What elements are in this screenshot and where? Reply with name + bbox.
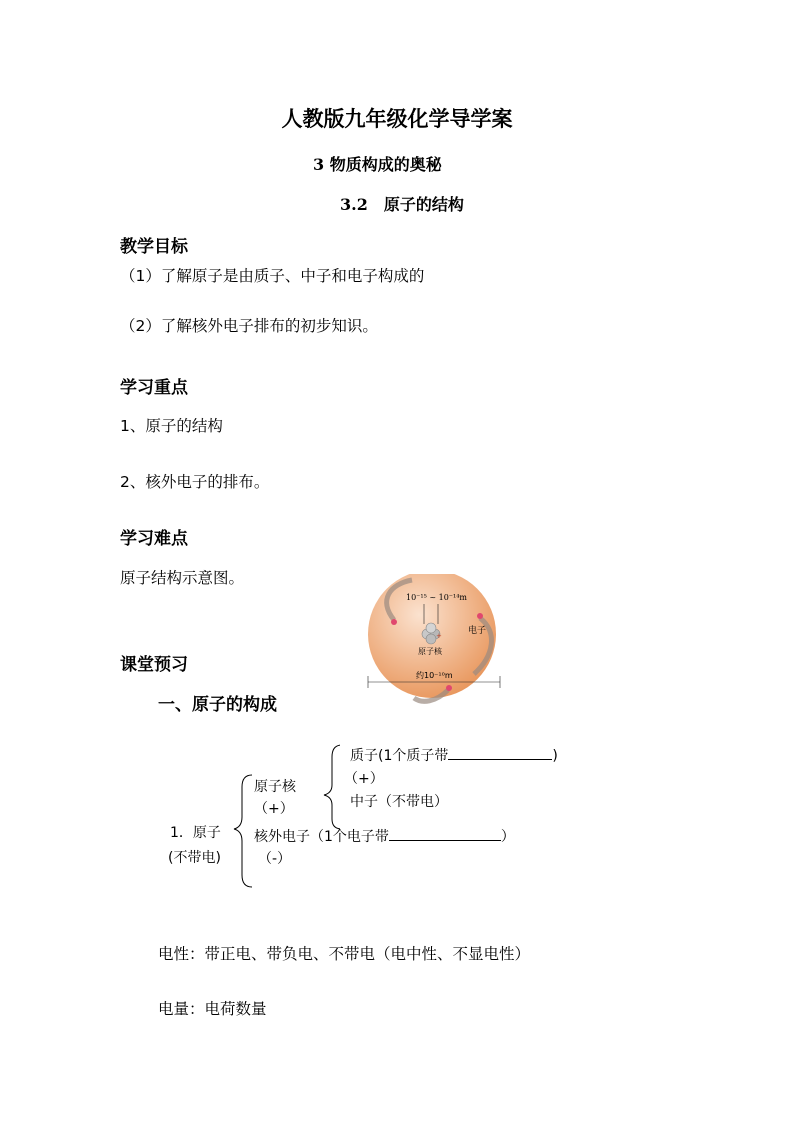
inner-brace: [324, 745, 340, 829]
nucleus-charge: （+）: [254, 801, 294, 817]
proton-charge: （+）: [344, 771, 384, 787]
doc-title: 人教版九年级化学导学案: [281, 106, 513, 131]
nucleus-particle: [426, 634, 436, 644]
atom-label: 1．原子: [170, 825, 221, 841]
nucleus-label: 原子核: [254, 779, 296, 795]
nucleus-label: 原子核: [418, 647, 442, 656]
electron-dot: [477, 613, 483, 619]
electron-label: 核外电子（1个电子带: [254, 829, 389, 845]
electron-dot: [446, 685, 452, 691]
proton-label: 质子(1个质子带: [350, 748, 449, 764]
atom-structure-figure: [360, 574, 510, 708]
difficulties-text: 原子结构示意图。: [120, 569, 245, 587]
electron-label: 电子: [468, 626, 487, 636]
unit-title: 3 物质构成的奥秘: [313, 155, 442, 174]
key-point-item-2: 2、核外电子的排布。: [120, 473, 270, 491]
electron-close: ）: [500, 829, 515, 845]
proton-charge-blank[interactable]: [448, 745, 552, 760]
quantity-line: 电量：电荷数量: [158, 1000, 267, 1018]
proton-close: ): [552, 748, 558, 764]
electron-charge-blank[interactable]: [389, 826, 501, 841]
atom-charge: (不带电): [168, 850, 221, 866]
atom-size-label: 约10⁻¹⁰m: [416, 671, 453, 680]
charge-line: 电性：带正电、带负电、不带电（电中性、不显电性）: [158, 945, 531, 963]
preview-subheading: 一、原子的构成: [158, 695, 277, 715]
key-point-item-1: 1、原子的结构: [120, 417, 223, 435]
nucleus-particle: [426, 623, 436, 633]
proton-row: [350, 745, 558, 765]
preview-heading: 课堂预习: [120, 655, 188, 675]
electron-row: [254, 826, 515, 846]
neutron-label: 中子（不带电）: [350, 794, 448, 810]
lesson-title: 3.2 原子的结构: [340, 195, 464, 214]
key-points-heading: 学习重点: [120, 378, 188, 398]
outer-brace: [234, 775, 252, 887]
difficulties-heading: 学习难点: [120, 529, 188, 549]
objective-item-1: （1）了解原子是由质子、中子和电子构成的: [120, 267, 425, 285]
electron-dot: [391, 619, 397, 625]
plus-sign: +: [436, 632, 442, 640]
objective-item-2: （2）了解核外电子排布的初步知识。: [120, 317, 378, 335]
objectives-heading: 教学目标: [120, 237, 188, 257]
nucleus-size-label: 10⁻¹⁵ ~ 10⁻¹⁴m: [406, 593, 468, 602]
electron-charge: （-）: [258, 851, 292, 867]
